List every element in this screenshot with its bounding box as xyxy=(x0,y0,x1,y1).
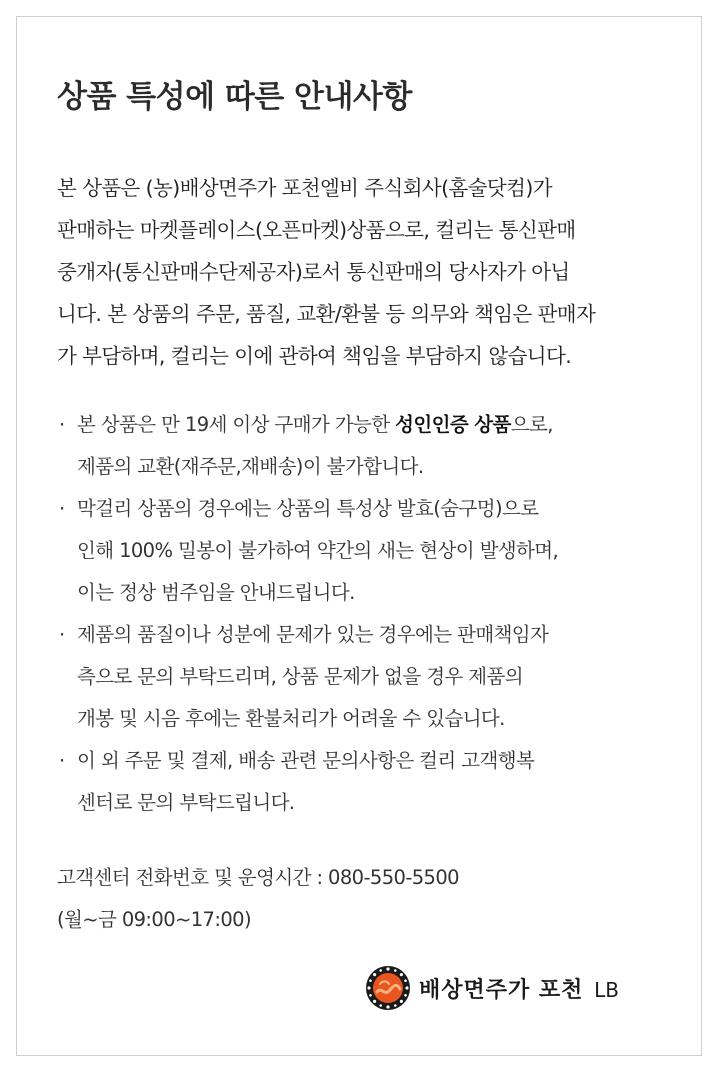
notice-line: 제품의 품질이나 성분에 문제가 있는 경우에는 판매책임자 xyxy=(77,623,549,646)
customer-center-info xyxy=(57,857,459,941)
intro-line: 판매하는 마켓플레이스(오픈마켓)상품으로, 컬리는 통신판매 xyxy=(57,218,576,242)
notice-item-quality xyxy=(57,614,697,740)
contact-phone: 고객센터 전화번호 및 운영시간 : 080-550-5500 xyxy=(57,866,459,889)
intro-line: 중개자(통신판매수단제공자)로서 통신판매의 당사자가 아닙 xyxy=(57,260,570,284)
notice-line xyxy=(77,404,697,446)
bullet-icon: · xyxy=(59,497,65,520)
notice-line: 센터로 문의 부탁드립니다. xyxy=(77,791,295,814)
notice-line: 개봉 및 시음 후에는 환불처리가 어려울 수 있습니다. xyxy=(77,707,505,730)
bullet-icon: · xyxy=(59,623,65,646)
notice-line: 이는 정상 범주임을 안내드립니다. xyxy=(77,581,355,604)
notice-line: 측으로 문의 부탁드리며, 상품 문제가 없을 경우 제품의 xyxy=(77,665,524,688)
brand-logo xyxy=(365,962,619,1014)
bullet-icon: · xyxy=(59,749,65,772)
notice-line: 제품의 교환(재주문,재배송)이 불가합니다. xyxy=(77,455,424,478)
contact-hours: (월~금 09:00~17:00) xyxy=(57,908,251,931)
notice-item-other-inquiries xyxy=(57,740,697,824)
notice-list xyxy=(57,404,697,824)
notice-item-makgeolli xyxy=(57,488,697,614)
notice-item-adult-verification xyxy=(57,404,697,488)
intro-paragraph xyxy=(57,167,697,377)
intro-line: 본 상품은 (농)배상면주가 포천엘비 주식회사(홈술닷컴)가 xyxy=(57,176,552,200)
page-title: 상품 특성에 따른 안내사항 xyxy=(57,79,412,115)
brand-name xyxy=(419,973,619,1004)
intro-line: 니다. 본 상품의 주문, 품질, 교환/환불 등 의무와 책임은 판매자 xyxy=(57,302,596,326)
notice-card xyxy=(16,16,702,1056)
notice-text: 본 상품은 만 19세 이상 구매가 가능한 xyxy=(77,413,396,436)
notice-highlight: 성인인증 상품 xyxy=(395,413,511,436)
notice-line: 인해 100% 밀봉이 불가하여 약간의 새는 현상이 발생하며, xyxy=(77,539,559,562)
sun-emblem-icon xyxy=(365,965,411,1011)
notice-text: 으로, xyxy=(510,413,553,436)
brand-name-text: 배상면주가 포천 xyxy=(419,977,584,1003)
notice-line: 이 외 주문 및 결제, 배송 관련 문의사항은 컬리 고객행복 xyxy=(77,749,535,772)
bullet-icon: · xyxy=(59,413,65,436)
brand-suffix: LB xyxy=(594,977,619,1002)
intro-line: 가 부담하며, 컬리는 이에 관하여 책임을 부담하지 않습니다. xyxy=(57,344,572,368)
notice-line: 막걸리 상품의 경우에는 상품의 특성상 발효(숨구멍)으로 xyxy=(77,497,539,520)
